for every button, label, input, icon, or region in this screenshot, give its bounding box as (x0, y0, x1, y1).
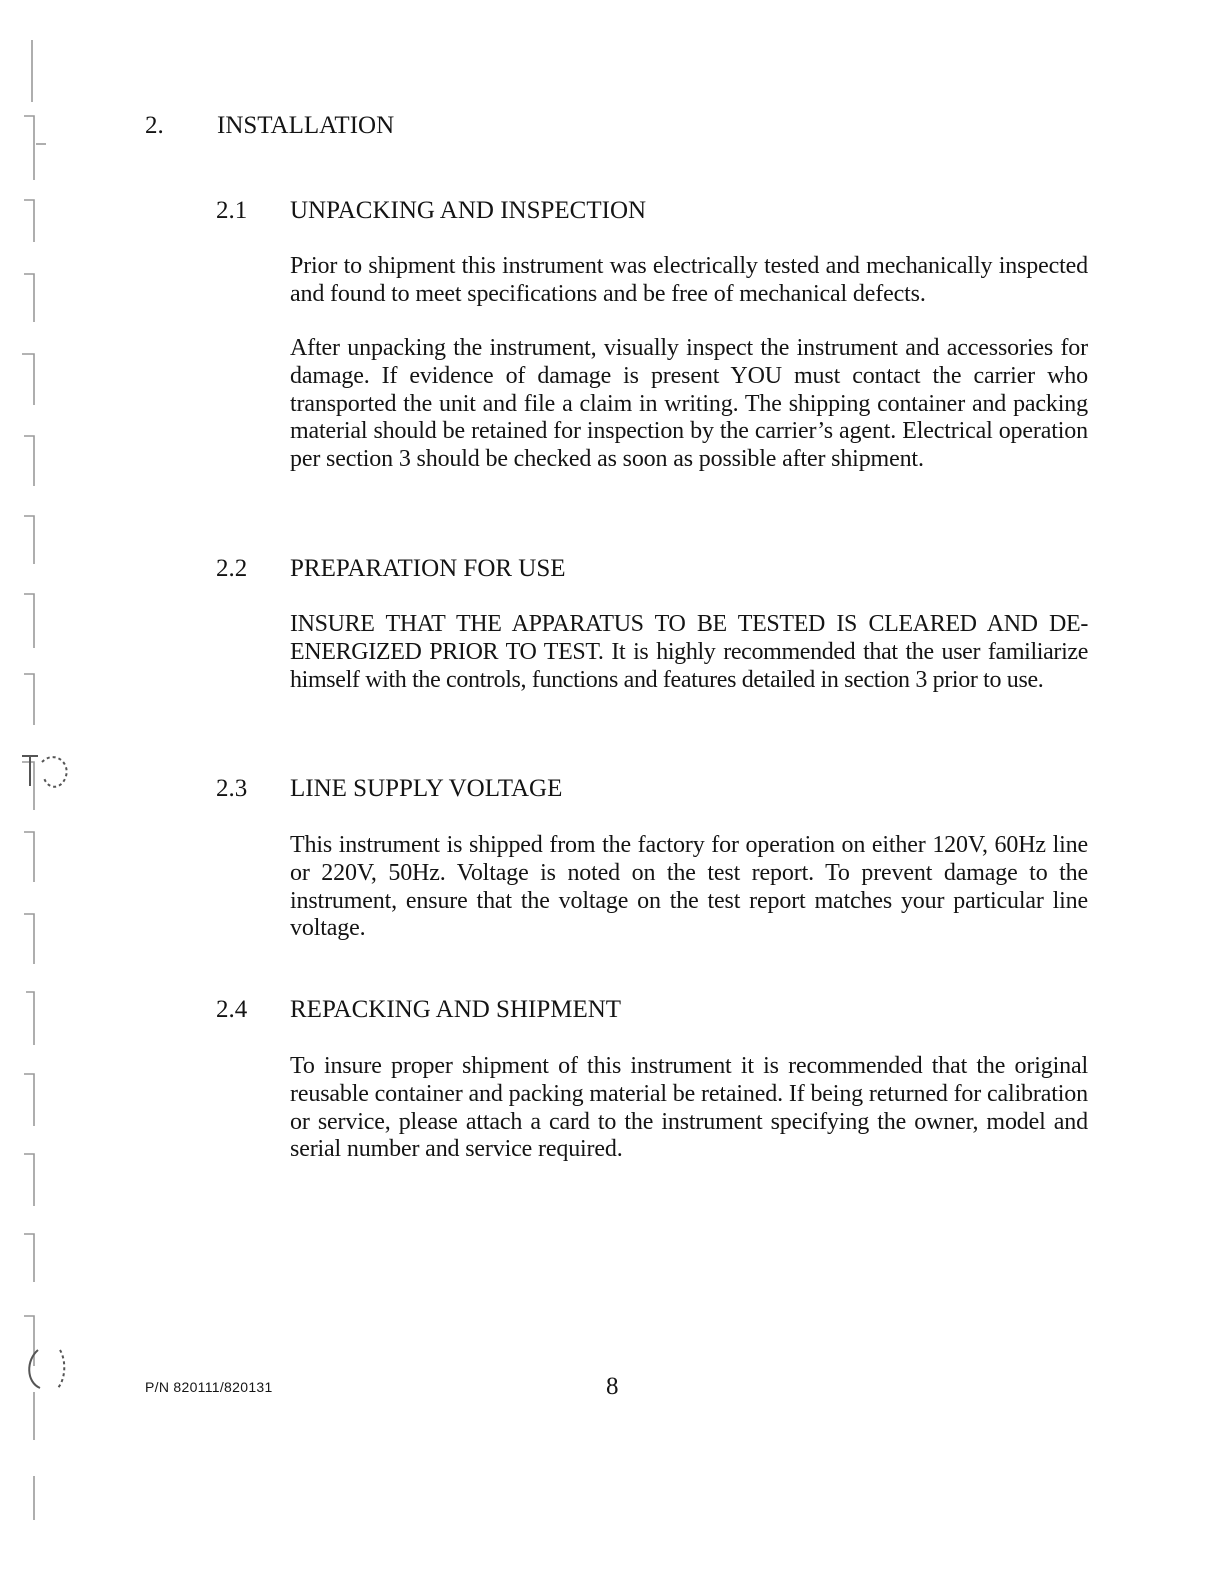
page-number: 8 (606, 1373, 619, 1400)
part-number: P/N 820111/820131 (145, 1379, 273, 1395)
chapter-title: INSTALLATION (217, 112, 395, 139)
section-title: REPACKING AND SHIPMENT (290, 996, 622, 1023)
section-number: 2.2 (216, 555, 248, 582)
paragraph: To insure proper shipment of this instrument it is recommended that the original reusable container and packing material be retained. If being returned for calibration or service, please attach a card to the instrument specifying the owner, model and serial number and service required. (290, 1053, 1088, 1163)
section-number: 2.4 (216, 996, 248, 1023)
paragraph: After unpacking the instrument, visually inspect the instrument and accessories for damage. If evidence of damage is present YOU must contact the carrier who transported the unit and file a claim in writing. The shipping container and packing material should be retained for inspection by the carrier’s agent. Electrical operation per section 3 should be checked as soon as possible after shipment. (290, 335, 1088, 473)
section-title: PREPARATION FOR USE (290, 555, 566, 582)
chapter-heading (145, 112, 394, 140)
binding-marks (18, 20, 78, 1560)
section-title: UNPACKING AND INSPECTION (290, 197, 647, 224)
paragraph: Prior to shipment this instrument was electrically tested and mechanically inspected and found to meet specifications and be free of mechanical defects. (290, 253, 1088, 307)
paragraph: INSURE THAT THE APPARATUS TO BE TESTED IS CLEARED AND DE-ENERGIZED PRIOR TO TEST. It is highly recommended that the user familiarize himself with the controls, functions and features detailed in section 3 prior to use. (290, 611, 1088, 693)
paragraph: This instrument is shipped from the factory for operation on either 120V, 60Hz line or 220V, 50Hz. Voltage is noted on the test report. To prevent damage to the instrument, ensure that the voltage on the test report matches your particular line voltage. (290, 832, 1088, 942)
chapter-number: 2. (145, 112, 164, 139)
section-number: 2.1 (216, 197, 248, 224)
section-title: LINE SUPPLY VOLTAGE (290, 775, 563, 802)
section-number: 2.3 (216, 775, 248, 802)
